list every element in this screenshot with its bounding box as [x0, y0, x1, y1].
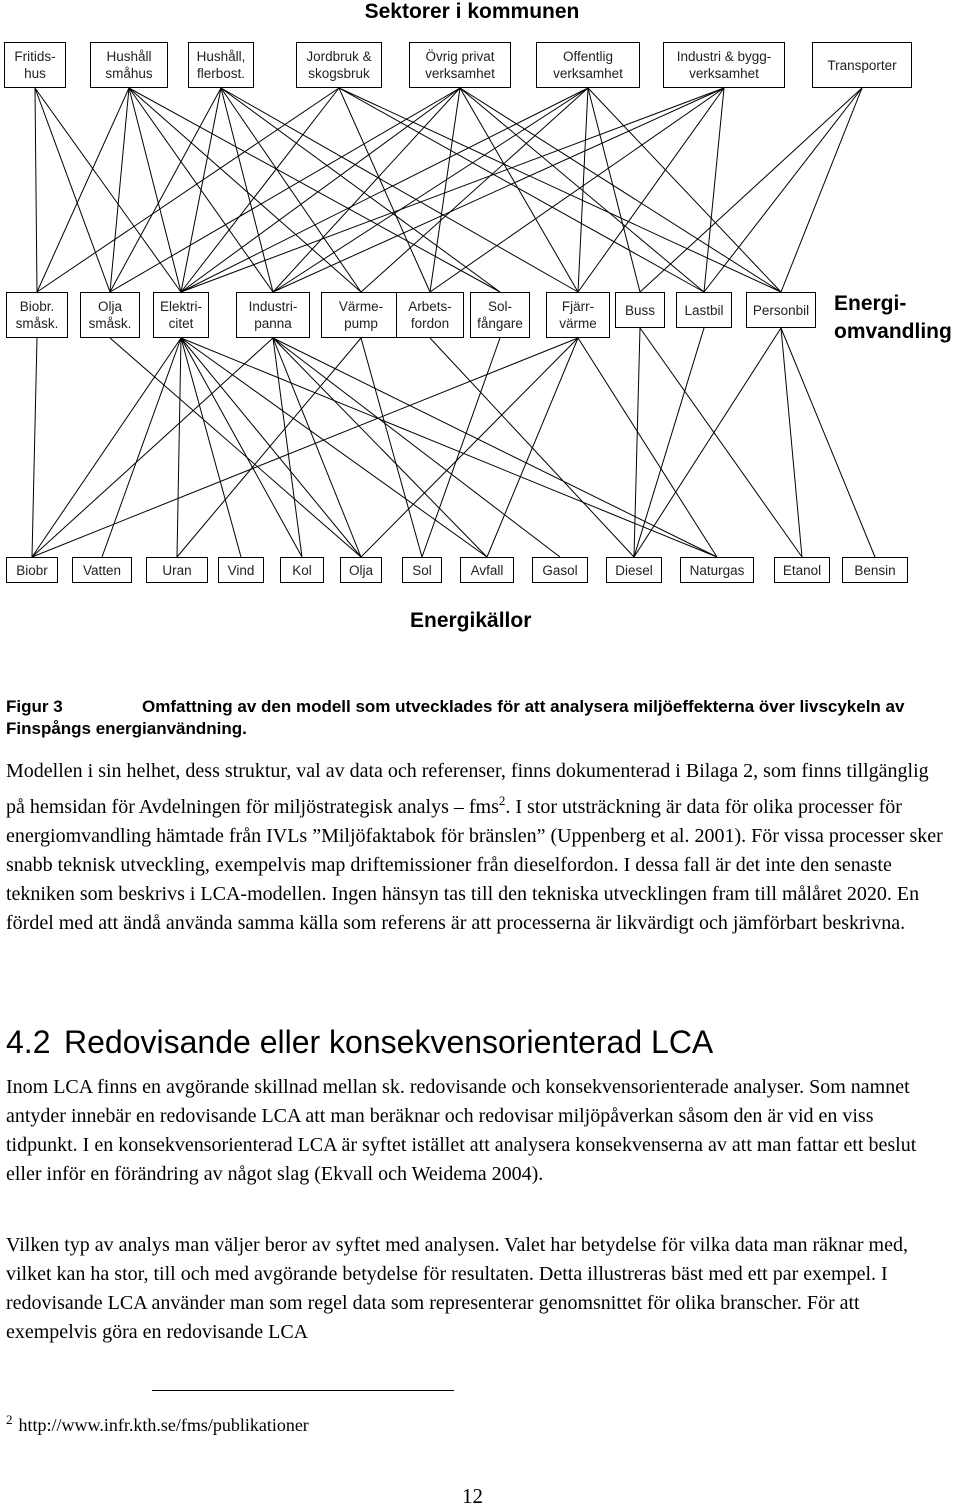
conversion-box: Arbets- fordon [396, 292, 464, 338]
sector-conversion-link [578, 88, 588, 292]
conversion-source-link [487, 338, 578, 557]
sector-conversion-link [37, 88, 339, 292]
source-box: Vind [218, 557, 264, 583]
sector-box: Fritids- hus [4, 42, 66, 88]
figure-caption [6, 696, 946, 740]
conversion-source-link [634, 328, 640, 557]
paragraph-analysis-choice: Vilken typ av analys man väljer beror av syftet med analysen. Valet har betydelse för vilka data man räknar med, vilket kan ha stor, till och med avgörande betydelse för resultaten. Detta illustreras bäst med ett par exempel. I redovisande LCA använder man som regel data som representerar genomsnittet för olika branscher. För att exempelvis göra en redovisande LCA [6, 1234, 908, 1343]
sector-box: Hushåll, flerbost. [188, 42, 254, 88]
sector-conversion-link [588, 88, 640, 292]
conversion-box: Personbil [746, 292, 816, 328]
footnote-number: 2 [6, 1412, 13, 1427]
conversion-header: Energi- omvandling [834, 292, 952, 343]
energy-model-diagram [0, 0, 960, 660]
sector-conversion-link [273, 88, 460, 292]
conversion-box: Sol- fångare [470, 292, 530, 338]
conversion-source-link [177, 338, 181, 557]
sector-conversion-link [129, 88, 181, 292]
source-box: Biobr [6, 557, 58, 583]
conversion-source-link [273, 338, 302, 557]
sector-box: Transporter [812, 42, 912, 88]
sector-conversion-link [181, 88, 221, 292]
source-box: Olja [340, 557, 382, 583]
conversion-source-link [32, 338, 37, 557]
sector-conversion-link [273, 88, 724, 292]
conversion-box: Olja småsk. [80, 292, 140, 338]
conversion-source-link [361, 338, 422, 557]
conversion-source-link [781, 328, 802, 557]
conversion-source-link [634, 328, 781, 557]
conversion-box: Industri- panna [236, 292, 310, 338]
sector-conversion-link [129, 88, 500, 292]
sector-box: Jordbruk & skogsbruk [296, 42, 382, 88]
section-number: 4.2 [6, 1024, 51, 1060]
source-box: Sol [402, 557, 442, 583]
source-box: Avfall [460, 557, 514, 583]
sector-conversion-link [640, 88, 862, 292]
source-box: Kol [280, 557, 324, 583]
source-box: Etanol [774, 557, 830, 583]
conversion-source-link [110, 338, 361, 557]
sector-conversion-link [35, 88, 37, 292]
sector-conversion-link [588, 88, 781, 292]
conversion-source-link [273, 338, 560, 557]
footnote-ref[interactable]: 2 [498, 793, 506, 808]
sector-conversion-link [460, 88, 704, 292]
paragraph-model-part2: . I stor utsträckning är data för olika processer för energiomvandling hämtade från IVLs ”Miljöfaktabok för bränslen” (Uppenberg et al. 2001). För vissa processer sker snabb teknisk utveckling, exempelvis map driftemissioner från dieselfordon. I dessa fall är det inte den senaste tekniken som beskrivs i LCA-modellen. Ingen hänsyn tas till den tekniska utvecklingen fram till målåret 2020. En fördel med att ändå använda samma källa som referens är att processerna är likvärdigt och jämförbart beskrivna. [6, 796, 943, 934]
sector-conversion-link [110, 88, 460, 292]
conversion-box: Buss [615, 292, 665, 328]
sector-conversion-link [339, 88, 704, 292]
source-box: Bensin [842, 557, 908, 583]
conversion-box: Lastbil [676, 292, 732, 328]
conversion-box: Elektri- citet [153, 292, 209, 338]
page-number: 12 [462, 1484, 483, 1508]
conversion-source-link [578, 338, 717, 557]
source-header: Energikällor [410, 609, 532, 632]
paragraph-lca-types: Inom LCA finns en avgörande skillnad mellan sk. redovisande och konsekvensorienterade analyser. Som namnet antyder innebär en redovisande LCA att man beräknar och redovisar miljöpåverkan såsom den är vid en viss tidpunkt. I en konsekvensorienterad LCA är syftet istället att analysera konsekvenserna av att man fattar ett beslut eller inför en förändring av något slag (Ekvall och Weidema 2004). [6, 1076, 917, 1185]
section-heading [6, 1022, 713, 1062]
sector-conversion-link [781, 88, 862, 292]
conversion-source-link [32, 338, 181, 557]
sector-conversion-link [460, 88, 781, 292]
conversion-source-link [181, 338, 302, 557]
paragraph-model-part1: Modellen i sin helhet, dess struktur, val av data och referenser, finns dokumenterad i Bilaga 2, som finns tillgänglig på hemsidan för Avdelningen för miljöstrategisk analys – fms [6, 760, 929, 818]
footnote-separator [152, 1390, 454, 1391]
conversion-box: Värme- pump [321, 292, 401, 338]
sector-conversion-link [129, 88, 361, 292]
sector-conversion-link [704, 88, 862, 292]
conversion-source-link [32, 338, 273, 557]
footnote [6, 1412, 309, 1436]
sector-conversion-link [221, 88, 273, 292]
sector-box: Hushåll småhus [90, 42, 168, 88]
sector-header: Sektorer i kommunen [364, 0, 580, 23]
source-box: Naturgas [680, 557, 754, 583]
section-title: Redovisande eller konsekvensorienterad LCA [64, 1024, 714, 1060]
sector-conversion-link [578, 88, 724, 292]
conversion-source-link [273, 338, 361, 557]
sector-box: Övrig privat verksamhet [409, 42, 511, 88]
paragraph-model [6, 757, 946, 938]
source-box: Vatten [72, 557, 132, 583]
sector-box: Industri & bygg- verksamhet [663, 42, 785, 88]
sector-conversion-link [35, 88, 110, 292]
source-box: Diesel [606, 557, 662, 583]
conversion-source-link [640, 328, 802, 557]
conversion-source-link [781, 328, 875, 557]
sector-conversion-link [221, 88, 578, 292]
conversion-source-link [361, 338, 578, 557]
conversion-box: Fjärr- värme [546, 292, 610, 338]
sector-conversion-link [35, 88, 181, 292]
figure-label: Figur 3 [6, 697, 63, 716]
footnote-link[interactable]: http://www.infr.kth.se/fms/publikationer [18, 1415, 309, 1435]
conversion-box: Biobr. småsk. [6, 292, 68, 338]
source-box: Gasol [532, 557, 588, 583]
conversion-source-link [181, 338, 241, 557]
sector-box: Offentlig verksamhet [536, 42, 640, 88]
figure-caption-text: Omfattning av den modell som utvecklades för att analysera miljöeffekterna över livscykeln av Finspångs energianvändning. [6, 697, 905, 738]
source-box: Uran [146, 557, 208, 583]
